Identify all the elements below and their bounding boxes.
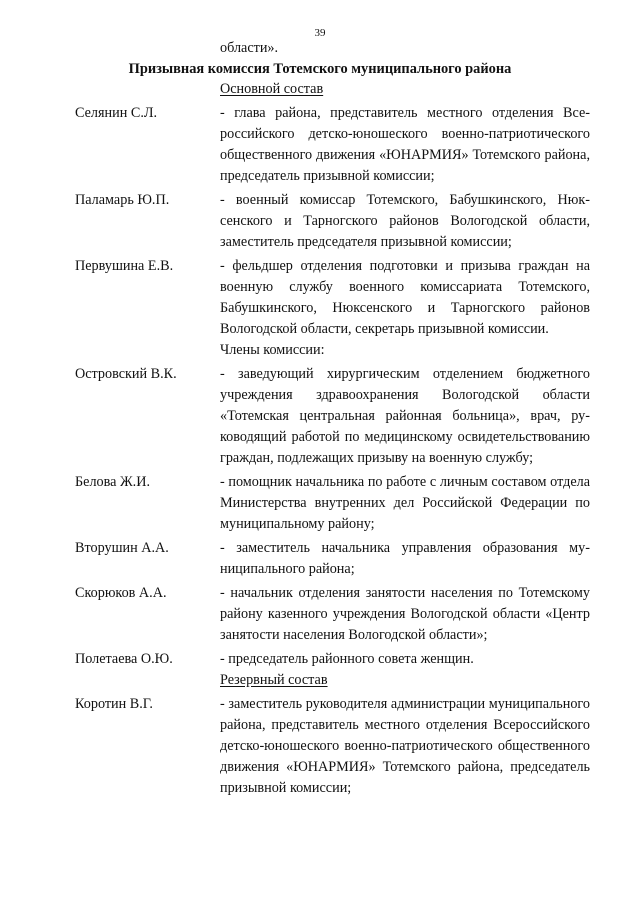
member-name: Белова Ж.И.: [75, 474, 151, 490]
member-role: - заведующий хирургическим отделением бюджетного учреждения здравоохранения Вологодской области «Тотемская центральная районная больница», врач, руководящий работой по медицинскому освидетельствованию граждан, подлежащих призыву на военную службу;: [220, 366, 590, 466]
member-name: Полетаева О.Ю.: [75, 651, 173, 667]
member-role: - помощник начальника по работе с личным составом отдела Министерства внутренних дел Российской Федерации по муниципальному району;: [220, 474, 590, 532]
member-entry: [75, 649, 590, 670]
member-entry: [75, 256, 590, 340]
member-name: Коротин В.Г.: [75, 696, 153, 712]
member-entry: [75, 538, 590, 580]
section-heading-reserve: Резервный состав: [220, 672, 328, 688]
member-entry: [75, 190, 590, 253]
member-role: - фельдшер отделения подготовки и призыва граждан на военную службу военного комиссариата Тотемского, Бабушкинского, Нюксенского и Тарногского районов Вологодской области, секретарь призывной комиссии.: [220, 258, 590, 337]
member-role: - начальник отделения занятости населения по Тотемскому району казенного учреждения Вологодской области «Центр занятости населения Вологодской области»;: [220, 585, 590, 643]
section-heading-main: Основной состав: [220, 81, 324, 97]
member-role: - военный комиссар Тотемского, Бабушкинского, Нюксенского и Тарногского районов Вологодской области, заместитель председателя призывной комиссии;: [220, 192, 590, 250]
section-heading-members: Члены комиссии:: [220, 342, 325, 358]
member-role: - глава района, представитель местного отделения Всероссийского детско-юношеского военно-патриотического общественного движения «ЮНАРМИЯ» Тотемского района, председатель призывной комиссии;: [220, 105, 590, 184]
member-name: Островский В.К.: [75, 366, 177, 382]
member-entry: [75, 472, 590, 535]
member-role: - заместитель начальника управления образования муниципального района;: [220, 540, 590, 577]
member-name: Селянин С.Л.: [75, 105, 158, 121]
member-entry: [75, 583, 590, 646]
member-role: - заместитель руководителя администрации муниципального района, представитель местного отделения Всероссийского детско-юношеского военно-патриотического общественного движения «ЮНАРМИЯ» Тотемского района, председатель призывной комиссии;: [220, 696, 590, 796]
document-title: Призывная комиссия Тотемского муниципального района: [128, 61, 512, 77]
page-number: 39: [314, 27, 326, 39]
member-name: Вторушин А.А.: [75, 540, 169, 556]
member-entry: [75, 694, 590, 799]
member-entry: [75, 364, 590, 469]
member-name: Первушина Е.В.: [75, 258, 174, 274]
member-role: - председатель районного совета женщин.: [220, 651, 474, 667]
member-entry: [75, 103, 590, 187]
preceding-text-tail: области».: [220, 40, 279, 56]
member-name: Скорюков А.А.: [75, 585, 167, 601]
member-name: Паламарь Ю.П.: [75, 192, 170, 208]
commission-list: [75, 79, 590, 799]
